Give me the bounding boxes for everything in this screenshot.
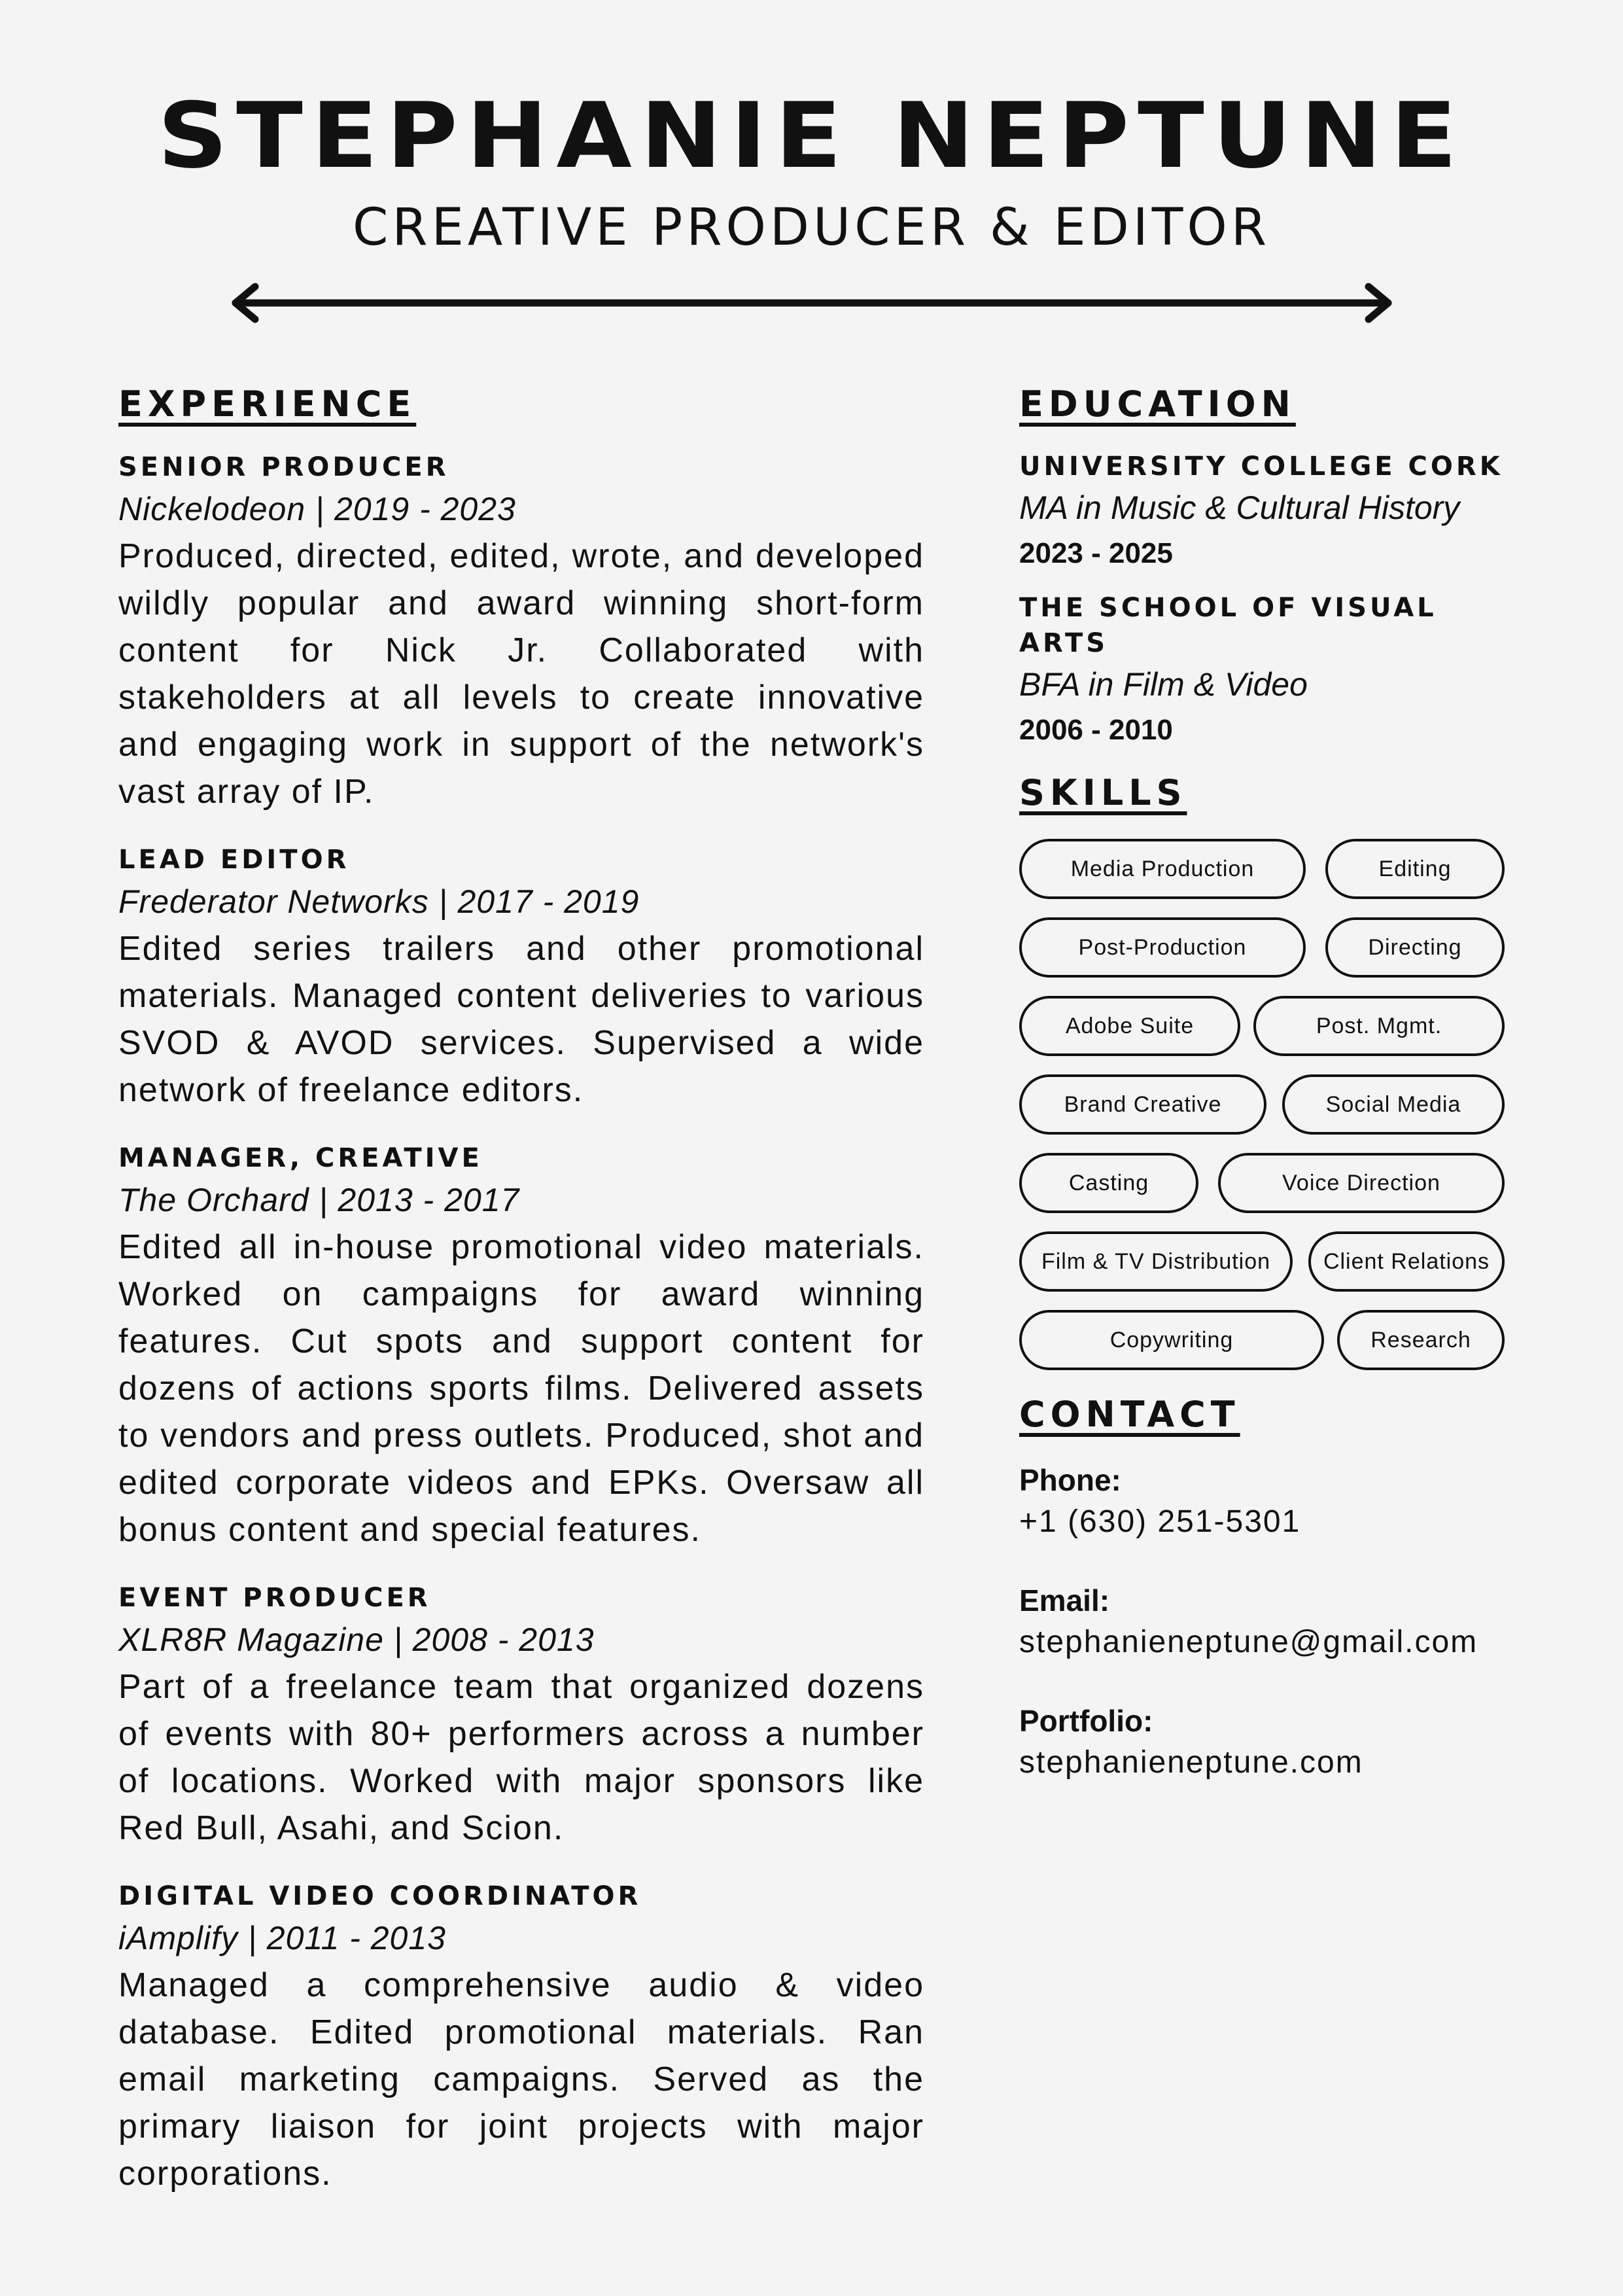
skill-pill: Voice Direction	[1218, 1153, 1505, 1213]
job-title: DIGITAL VIDEO COORDINATOR	[118, 1881, 642, 1911]
candidate-name: STEPHANIE NEPTUNE	[157, 83, 1466, 188]
job-description: Produced, directed, edited, wrote, and developed wildly popular and award winning short-form content for Nick Jr. Collaborated with stakeholders at all levels to create innovative and engaging work in support of the network's vast array of IP.	[118, 537, 924, 811]
job-company-dates: Frederator Networks | 2017 - 2019	[118, 883, 640, 920]
skill-pill: Post. Mgmt.	[1253, 996, 1505, 1056]
job-entry	[118, 449, 924, 815]
email-link[interactable]: stephanieneptune@gmail.com	[1019, 1625, 1478, 1659]
skill-pill: Research	[1337, 1310, 1505, 1370]
education-school: UNIVERSITY COLLEGE CORK	[1019, 451, 1503, 482]
phone-label: Phone:	[1019, 1463, 1121, 1497]
job-title: MANAGER, CREATIVE	[118, 1143, 483, 1173]
contact-heading: CONTACT	[1019, 1394, 1240, 1435]
sidebar-column	[1019, 378, 1505, 1785]
job-company-dates: Nickelodeon | 2019 - 2023	[118, 491, 516, 527]
skill-pill: Copywriting	[1019, 1310, 1324, 1370]
job-title: SENIOR PRODUCER	[118, 452, 449, 482]
double-arrow-icon	[228, 283, 1396, 323]
skill-pill: Brand Creative	[1019, 1074, 1266, 1135]
education-heading: EDUCATION	[1019, 383, 1296, 425]
education-years: 2006 - 2010	[1019, 714, 1173, 746]
skill-pill: Media Production	[1019, 839, 1306, 899]
portfolio-label: Portfolio:	[1019, 1704, 1153, 1738]
contact-block	[1019, 1460, 1505, 1785]
job-company-dates: iAmplify | 2011 - 2013	[118, 1920, 446, 1956]
skill-pill: Adobe Suite	[1019, 996, 1240, 1056]
job-title: EVENT PRODUCER	[118, 1583, 431, 1613]
email-label: Email:	[1019, 1583, 1110, 1617]
job-entry	[118, 1580, 924, 1852]
job-description: Edited series trailers and other promotional materials. Managed content deliveries to various SVOD & AVOD services. Supervised a wide network of freelance editors.	[118, 930, 924, 1109]
phone-value[interactable]: +1 (630) 251-5301	[1019, 1504, 1301, 1539]
skill-pill: Casting	[1019, 1153, 1198, 1213]
education-entry	[1019, 449, 1505, 576]
job-description: Part of a freelance team that organized dozens of events with 80+ performers across a number of locations. Worked with major sponsors like Red Bull, Asahi, and Scion.	[118, 1668, 924, 1847]
skill-pill: Post-Production	[1019, 917, 1306, 978]
job-entry	[118, 1140, 924, 1553]
job-description: Edited all in-house promotional video materials. Worked on campaigns for award winning features. Cut spots and support content for dozens of actions sports films. Delivered assets to vendors and press outlets. Produced, shot and edited corporate videos and EPKs. Oversaw all bonus content and special features.	[118, 1228, 924, 1549]
skill-pill: Client Relations	[1308, 1231, 1505, 1292]
skill-pill: Film & TV Distribution	[1019, 1231, 1293, 1292]
job-company-dates: The Orchard | 2013 - 2017	[118, 1182, 520, 1218]
education-degree: MA in Music & Cultural History	[1019, 489, 1460, 526]
experience-heading: EXPERIENCE	[118, 383, 417, 425]
skill-pill: Editing	[1325, 839, 1505, 899]
skill-pill: Social Media	[1282, 1074, 1505, 1135]
job-company-dates: XLR8R Magazine | 2008 - 2013	[118, 1621, 595, 1658]
job-description: Managed a comprehensive audio & video database. Edited promotional materials. Ran email marketing campaigns. Served as the primary liaison for joint projects with major corporations.	[118, 1966, 924, 2193]
job-entry	[118, 841, 924, 1114]
skills-list	[1019, 839, 1505, 1370]
experience-column	[118, 378, 924, 2223]
skills-heading: SKILLS	[1019, 772, 1187, 813]
job-title: LEAD EDITOR	[118, 845, 350, 875]
skill-pill: Directing	[1325, 917, 1505, 978]
education-degree: BFA in Film & Video	[1019, 666, 1308, 703]
portfolio-link[interactable]: stephanieneptune.com	[1019, 1745, 1363, 1780]
candidate-role: CREATIVE PRODUCER & EDITOR	[352, 198, 1271, 257]
education-school: THE SCHOOL OF VISUAL ARTS	[1019, 593, 1437, 658]
education-years: 2023 - 2025	[1019, 537, 1173, 569]
education-entry	[1019, 590, 1505, 752]
job-entry	[118, 1878, 924, 2197]
